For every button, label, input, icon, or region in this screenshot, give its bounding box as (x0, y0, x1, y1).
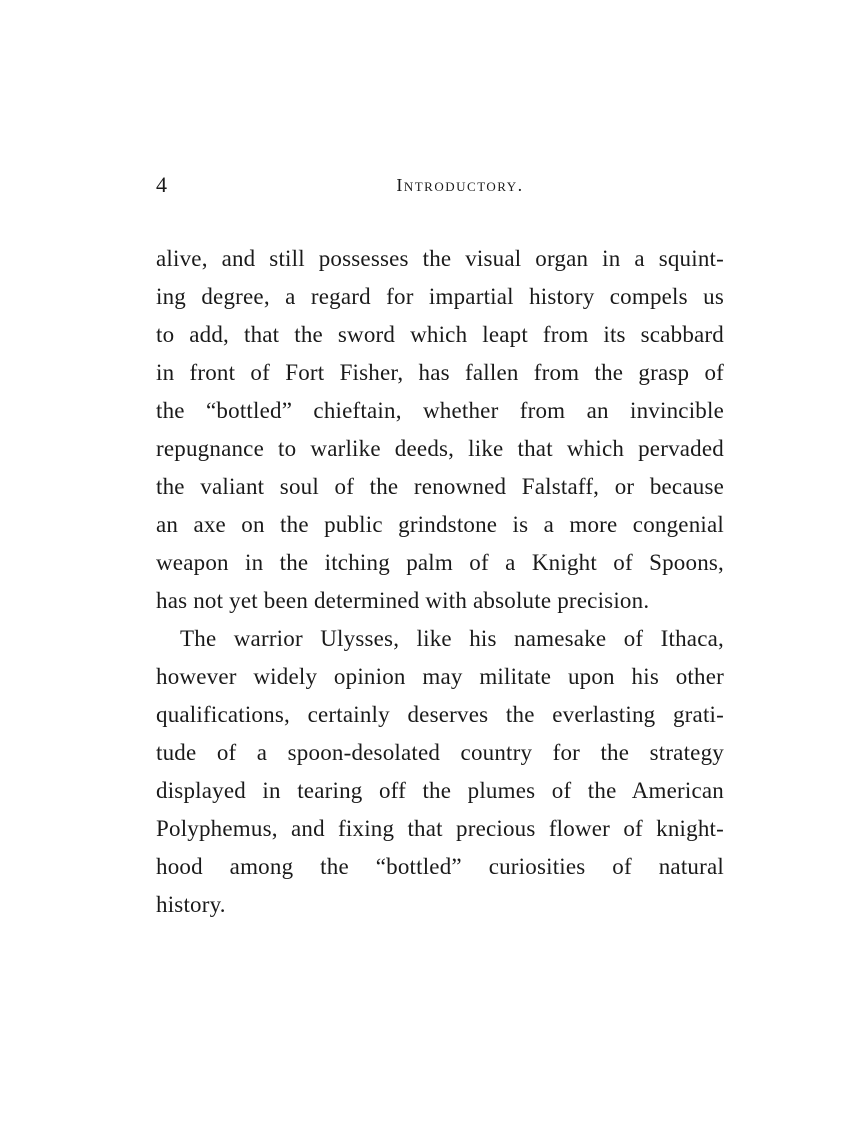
text-line: weapon in the itching palm of a Knight of Spoons, (156, 550, 724, 575)
text-line: alive, and still possesses the visual organ in a squint- (156, 246, 724, 271)
text-line: qualifications, certainly deserves the everlasting grati- (156, 702, 724, 727)
page-number: 4 (156, 172, 167, 197)
text-line: repugnance to warlike deeds, like that which pervaded (156, 436, 724, 461)
text-line: displayed in tearing off the plumes of the American (156, 778, 724, 803)
text-line: the “bottled” chieftain, whether from an invincible (156, 398, 724, 423)
text-line: however widely opinion may militate upon his other (156, 664, 724, 689)
text-line: an axe on the public grindstone is a more congenial (156, 512, 724, 537)
paragraph-start-line: The warrior Ulysses, like his namesake of Ithaca, (180, 626, 724, 651)
text-line: hood among the “bottled” curiosities of natural (156, 854, 724, 879)
paragraph-end-line: history. (156, 892, 226, 917)
paragraph-end-line: has not yet been determined with absolute precision. (156, 588, 650, 613)
text-line: ing degree, a regard for impartial history compels us (156, 284, 724, 309)
text-line: tude of a spoon-desolated country for the strategy (156, 740, 724, 765)
running-head (156, 170, 724, 200)
body-text (156, 240, 724, 924)
text-line: in front of Fort Fisher, has fallen from the grasp of (156, 360, 724, 385)
text-line: Polyphemus, and fixing that precious flower of knight- (156, 816, 724, 841)
chapter-title: Introductory. (396, 175, 524, 195)
text-line: the valiant soul of the renowned Falstaff, or because (156, 474, 724, 499)
text-line: to add, that the sword which leapt from its scabbard (156, 322, 724, 347)
